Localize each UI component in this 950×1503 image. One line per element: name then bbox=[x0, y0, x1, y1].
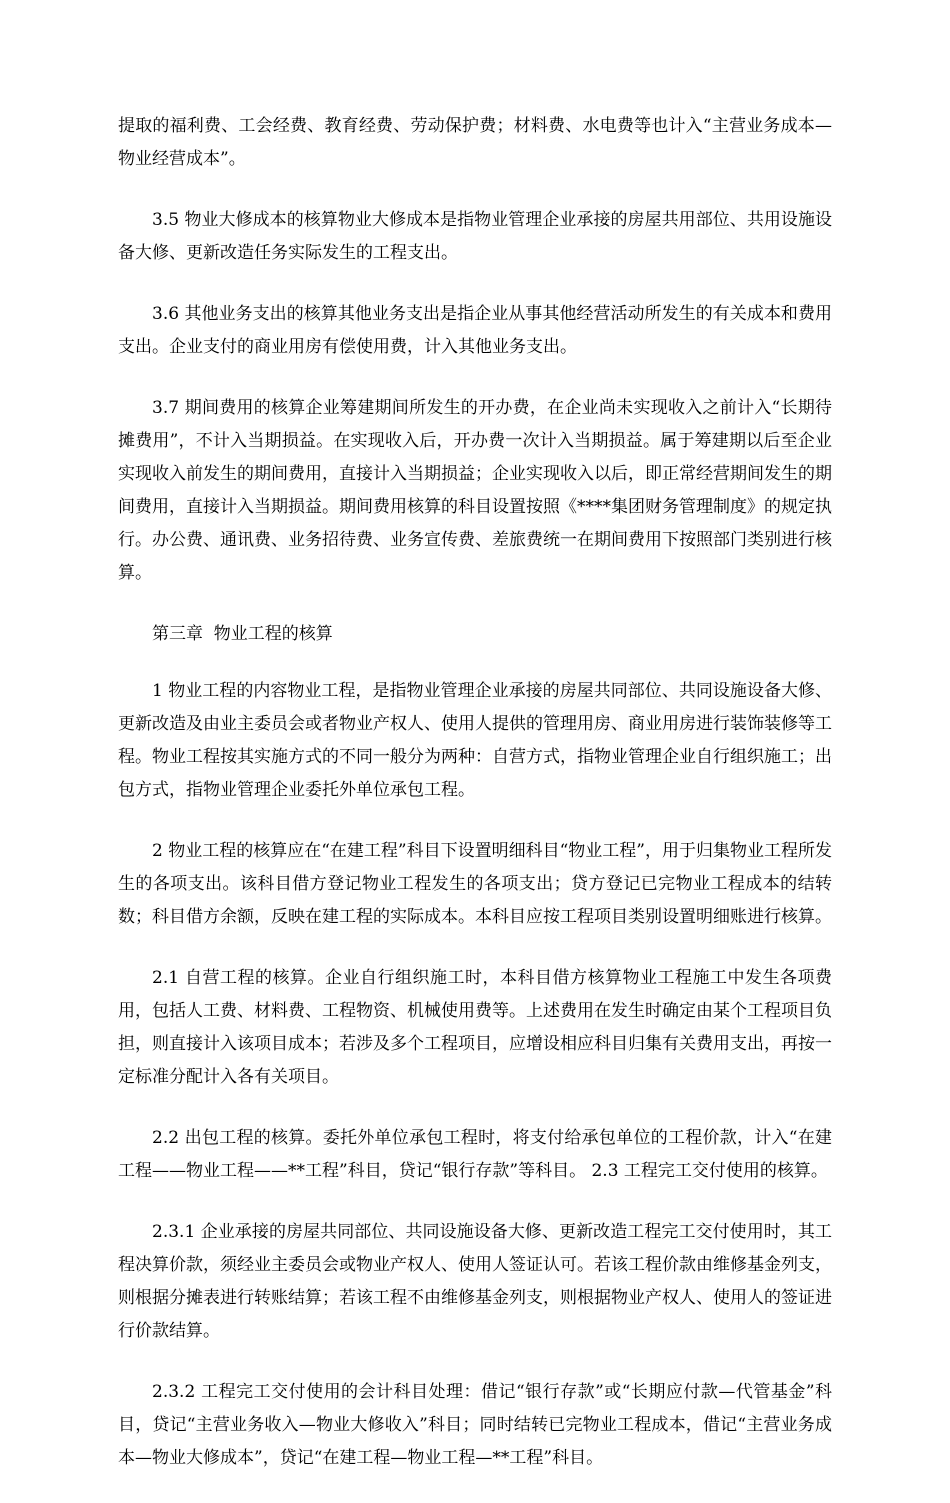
paragraph-1: 1 物业工程的内容物业工程，是指物业管理企业承接的房屋共同部位、共同设施设备大修、更新改造及由业主委员会或者物业产权人、使用人提供的管理用房、商业用房进行装饰装修等工程。物业工程按其实施方式的不同一般分为两种：自营方式，指物业管理企业自行组织施工；出包方式，指物业管理企业委托外单位承包工程。 bbox=[118, 681, 832, 800]
chapter-heading: 第三章 物业工程的核算 bbox=[152, 624, 333, 644]
paragraph-welfare-costs: 提取的福利费、工会经费、教育经费、劳动保护费；材料费、水电费等也计入“主营业务成本—物业经营成本”。 bbox=[118, 116, 832, 169]
paragraph-2-3-2: 2.3.2 工程完工交付使用的会计科目处理：借记“银行存款”或“长期应付款—代管基金”科目，贷记“主营业务收入—物业大修收入”科目；同时结转已完物业工程成本，借记“主营业务成本—物业大修成本”，贷记“在建工程—物业工程—**工程”科目。 bbox=[118, 1382, 832, 1468]
paragraph-2: 2 物业工程的核算应在“在建工程”科目下设置明细科目“物业工程”，用于归集物业工程所发生的各项支出。该科目借方登记物业工程发生的各项支出；贷方登记已完物业工程成本的结转数；科目借方余额，反映在建工程的实际成本。本科目应按工程项目类别设置明细账进行核算。 bbox=[118, 841, 832, 927]
paragraph-3-6: 3.6 其他业务支出的核算其他业务支出是指企业从事其他经营活动所发生的有关成本和费用支出。企业支付的商业用房有偿使用费，计入其他业务支出。 bbox=[118, 304, 832, 357]
document-body bbox=[118, 110, 832, 1503]
paragraph-3-7: 3.7 期间费用的核算企业筹建期间所发生的开办费，在企业尚未实现收入之前计入“长期待摊费用”，不计入当期损益。在实现收入后，开办费一次计入当期损益。属于筹建期以后至企业实现收入前发生的期间费用，直接计入当期损益；企业实现收入以后，即正常经营期间发生的期间费用，直接计入当期损益。期间费用核算的科目设置按照《****集团财务管理制度》的规定执行。办公费、通讯费、业务招待费、业务宣传费、差旅费统一在期间费用下按照部门类别进行核算。 bbox=[118, 398, 832, 583]
paragraph-2-3-1: 2.3.1 企业承接的房屋共同部位、共同设施设备大修、更新改造工程完工交付使用时，其工程决算价款，须经业主委员会或物业产权人、使用人签证认可。若该工程价款由维修基金列支，则根据分摊表进行转账结算；若该工程不由维修基金列支，则根据物业产权人、使用人的签证进行价款结算。 bbox=[118, 1222, 832, 1341]
paragraph-2-2: 2.2 出包工程的核算。委托外单位承包工程时，将支付给承包单位的工程价款，计入“在建工程——物业工程——**工程”科目，贷记“银行存款”等科目。 2.3 工程完工交付使用的核算。 bbox=[118, 1128, 832, 1181]
paragraph-3-5: 3.5 物业大修成本的核算物业大修成本是指物业管理企业承接的房屋共用部位、共用设施设备大修、更新改造任务实际发生的工程支出。 bbox=[118, 210, 832, 263]
paragraph-2-1: 2.1 自营工程的核算。企业自行组织施工时，本科目借方核算物业工程施工中发生各项费用，包括人工费、材料费、工程物资、机械使用费等。上述费用在发生时确定由某个工程项目负担，则直接计入该项目成本；若涉及多个工程项目，应增设相应科目归集有关费用支出，再按一定标准分配计入各有关项目。 bbox=[118, 968, 832, 1087]
